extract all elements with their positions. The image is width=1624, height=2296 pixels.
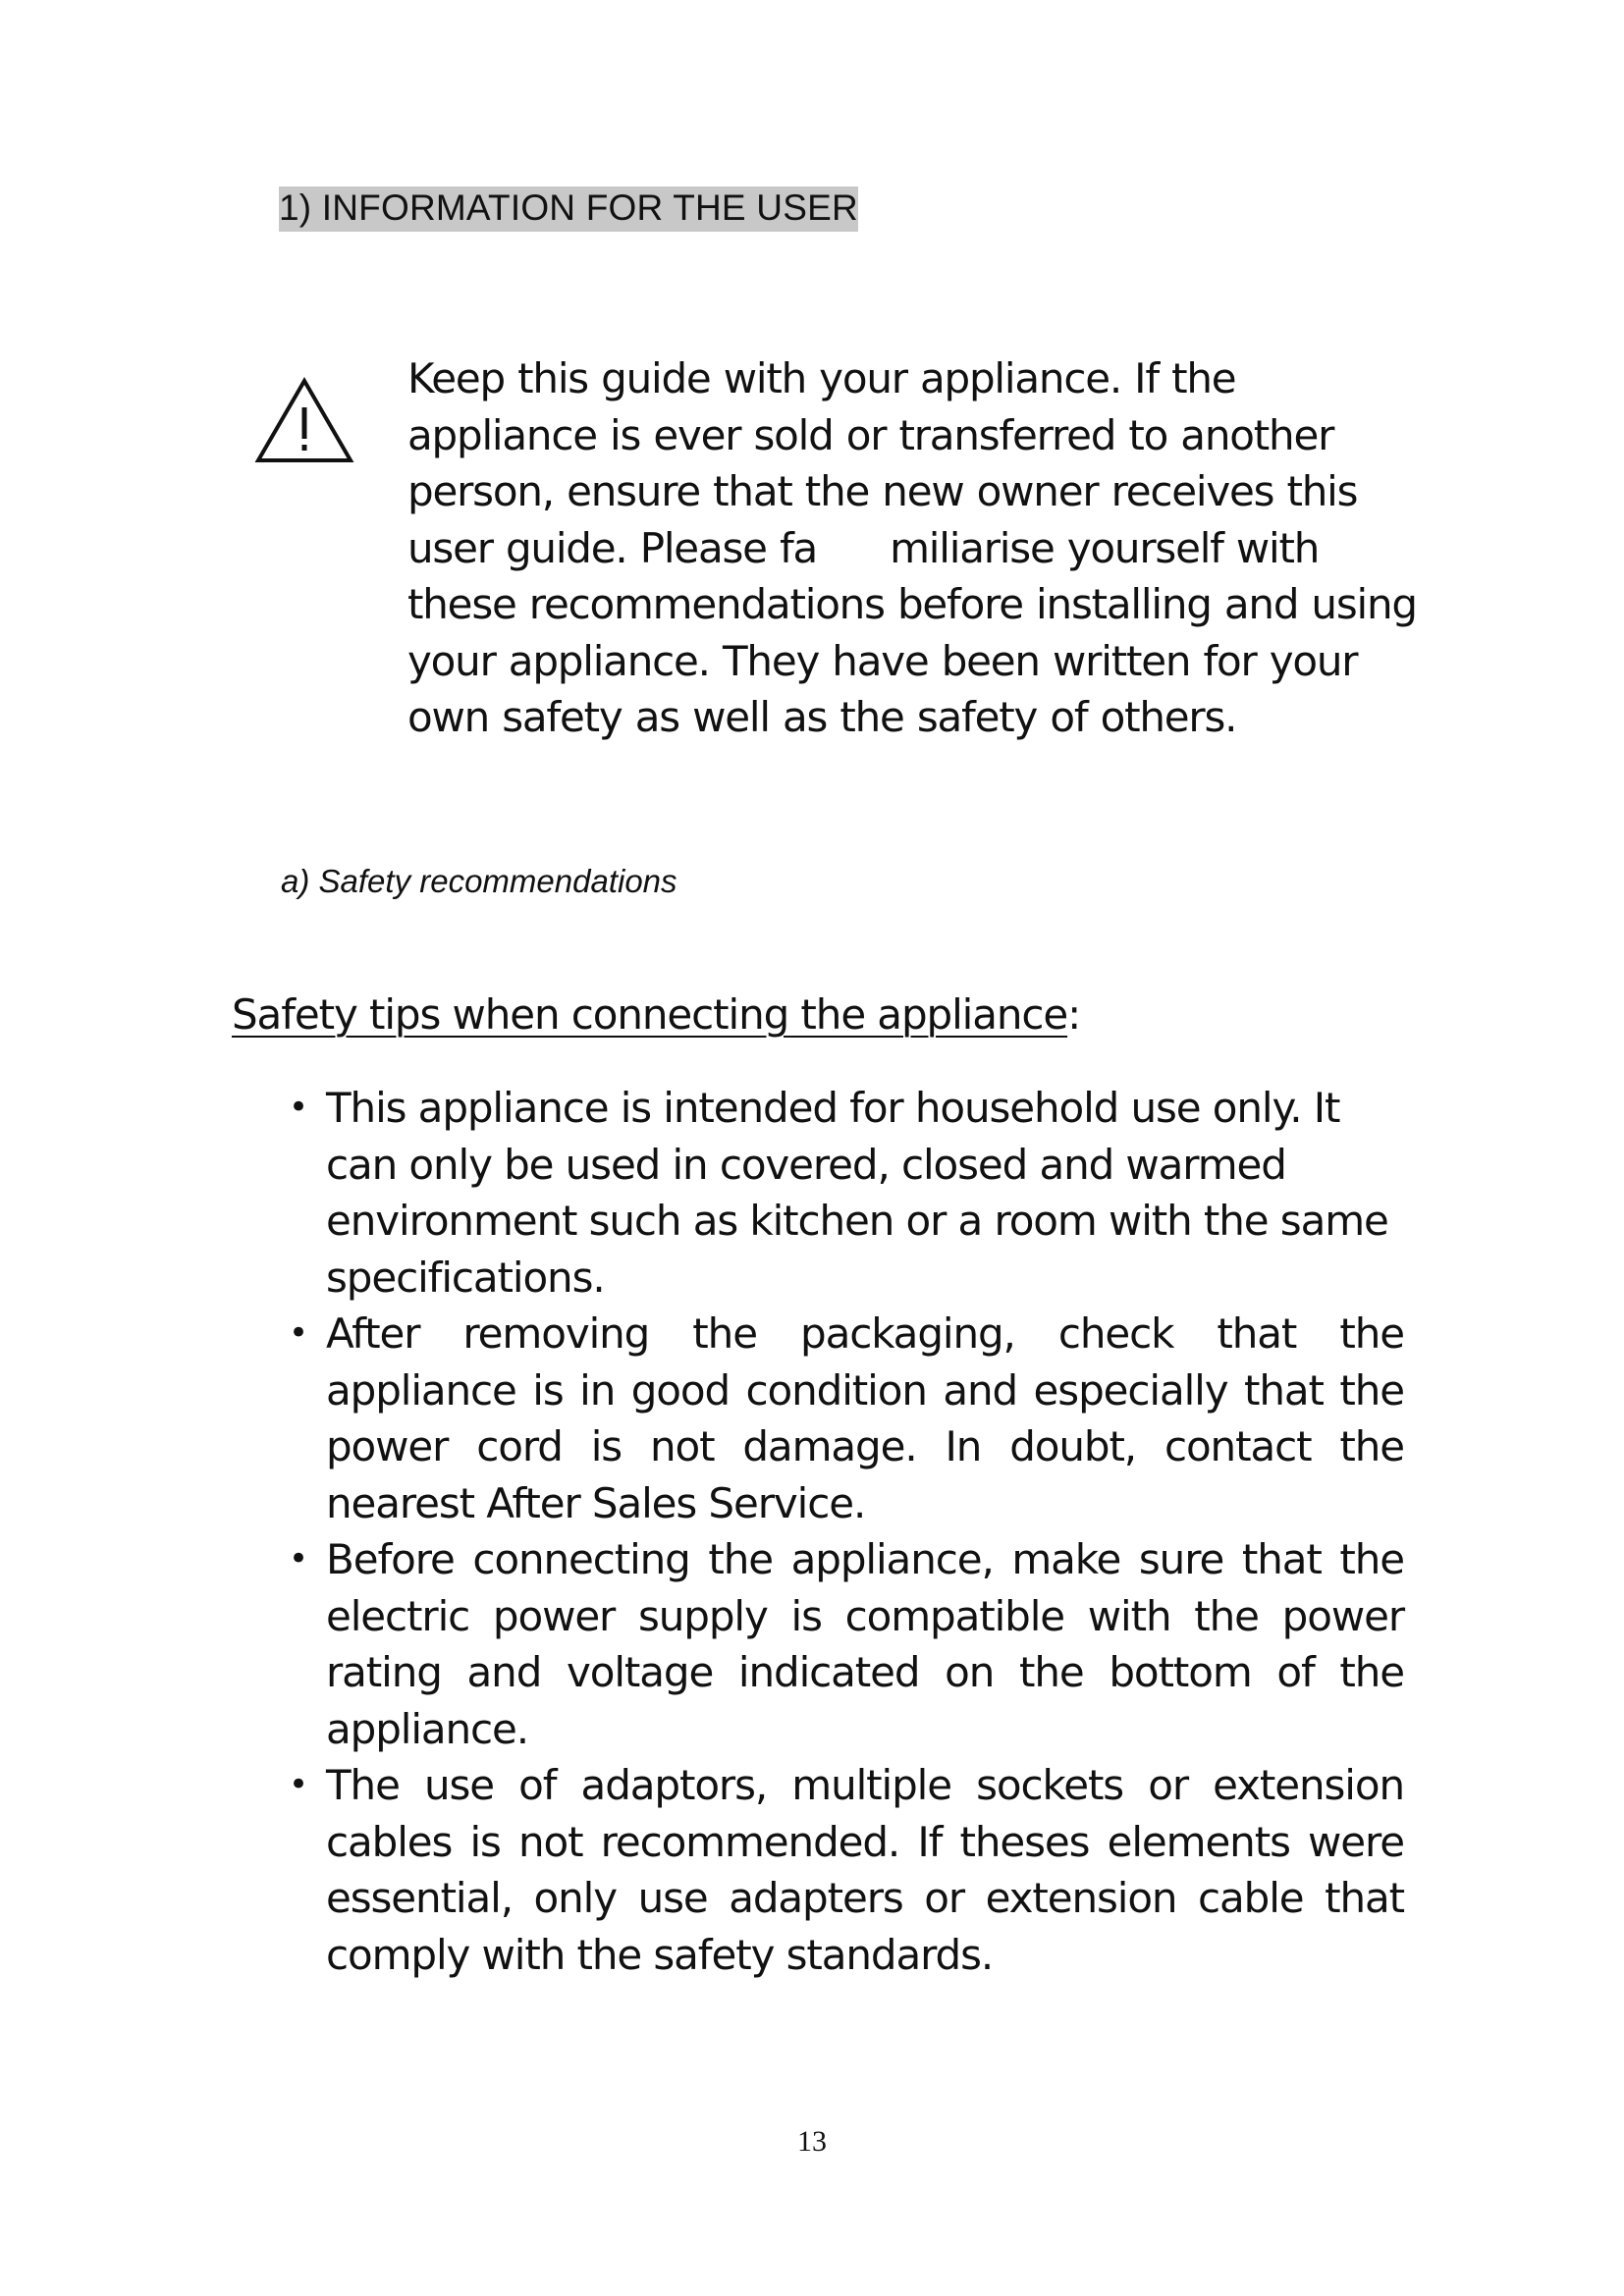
safety-tips-list <box>275 1080 1404 1983</box>
bullet-icon: • <box>289 1765 307 1804</box>
list-item <box>275 1531 1404 1757</box>
intro-paragraph <box>407 350 1429 746</box>
list-item-text: After removing the packaging, check that the appliance is in good condition and especially that the power cord is not damage. In doubt, contact the nearest After Sales Service. <box>326 1309 1404 1527</box>
bullet-icon: • <box>289 1313 307 1353</box>
bullet-icon: • <box>289 1539 307 1578</box>
bullet-icon: • <box>289 1088 307 1127</box>
list-item <box>275 1080 1404 1306</box>
tips-title-text: Safety tips when connecting the appliance <box>232 990 1068 1039</box>
tips-title <box>232 988 1080 1042</box>
intro-text-part2: miliarise yourself with these recommendations before installing and using your appliance. They have been written for your own safety as well as the safety of others. <box>407 523 1417 741</box>
list-item-text: This appliance is intended for household use only. It can only be used in covered, closed and warmed environment such as kitchen or a room with the same specifications. <box>326 1084 1388 1302</box>
warning-triangle-icon <box>253 376 355 464</box>
section-heading: 1) INFORMATION FOR THE USER <box>279 187 858 232</box>
list-item <box>275 1757 1404 1983</box>
page-number: 13 <box>797 2125 827 2158</box>
list-item-text: Before connecting the appliance, make sure that the electric power supply is compatible with the power rating and voltage indicated on the bottom of the appliance. <box>326 1535 1404 1753</box>
subheading-safety-recommendations: a) Safety recommendations <box>281 863 677 899</box>
tips-title-suffix: : <box>1067 990 1081 1039</box>
list-item-text: The use of adaptors, multiple sockets or extension cables is not recommended. If theses elements were essential, only use adapters or extension cable that comply with the safety standards. <box>326 1761 1404 1979</box>
intro-text-part1: Keep this guide with your appliance. If the appliance is ever sold or transferred to another person, ensure that the new owner receives this user guide. Please fa <box>407 354 1358 572</box>
list-item <box>275 1306 1404 1531</box>
